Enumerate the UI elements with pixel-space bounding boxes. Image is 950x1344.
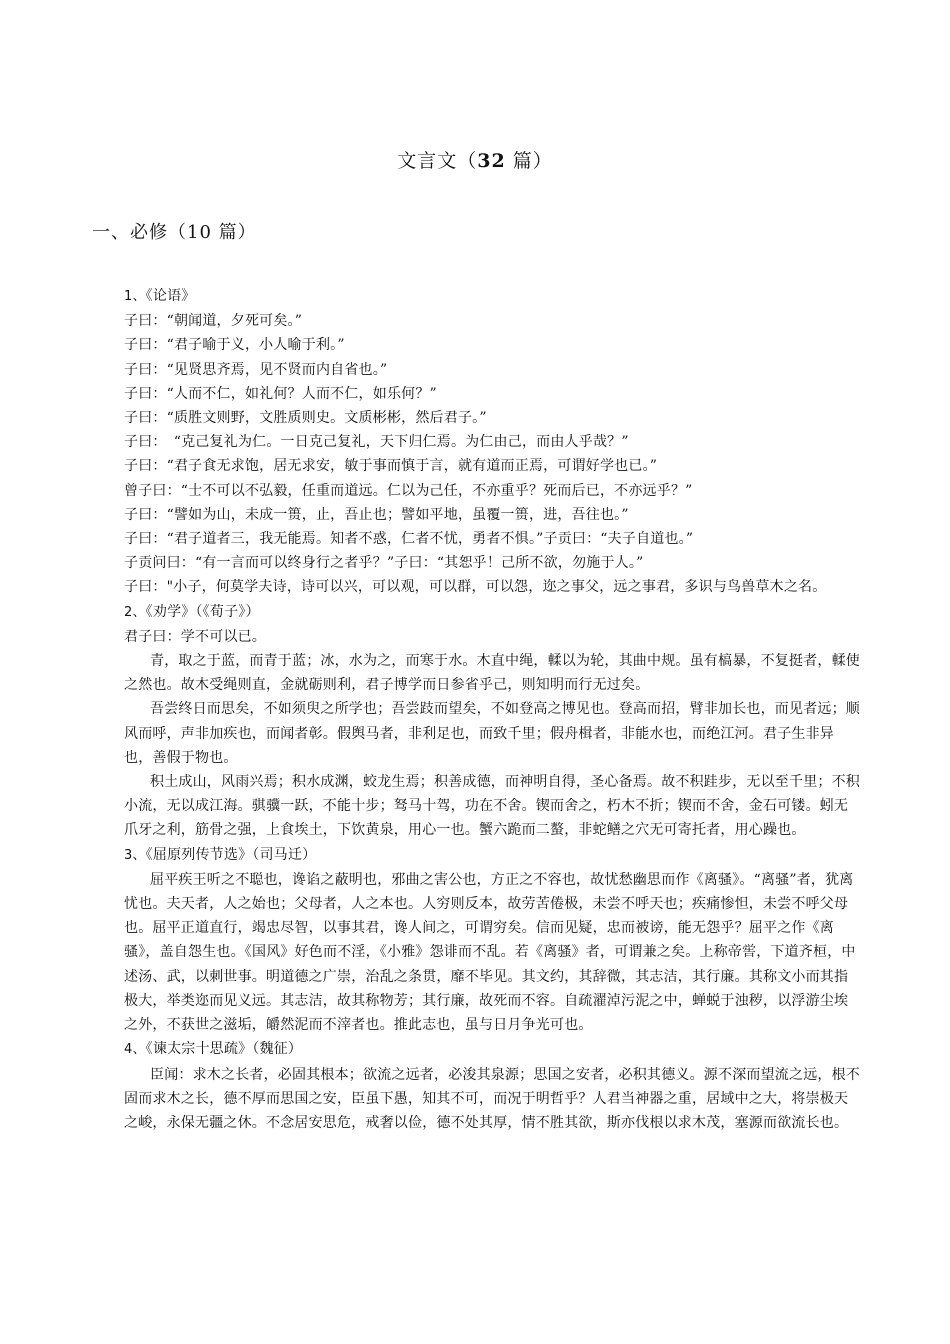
text-paragraph: 臣闻：求木之长者，必固其根本；欲流之远者，必浚其泉源；思国之安者，必积其德义。源不深而望流之远，根不固而求木之长，德不厚而思国之安，臣虽下愚，知其不可，而况于明哲乎？人君当神器之重，居域中之大，将崇极天之峻，永保无疆之休。不念居安思危，戒奢以俭，德不处其厚，情不胜其欲，斯亦伐根以求木茂，塞源而欲流长也。: [124, 1066, 860, 1131]
text-line: 君子曰：学不可以已。: [124, 628, 266, 645]
text-line: 子曰：“君子喻于义，小人喻于利。”: [124, 337, 345, 354]
item-source: 《谏太宗十思疏》（魏征）: [145, 1041, 303, 1058]
item-source: 《劝学》（《荀子》）: [145, 603, 260, 620]
page-title: [0, 146, 950, 173]
item-heading-quanxue: [124, 600, 862, 625]
text-line: 子曰：“人而不仁，如礼何？人而不仁，如乐何？”: [124, 385, 437, 402]
item-heading-lunyu: [124, 284, 862, 309]
text-line: 子曰：“君子道者三，我无能焉。知者不惑，仁者不忧，勇者不惧。”子贡曰：“夫子自道也。”: [124, 531, 694, 548]
text-paragraph: 青，取之于蓝，而青于蓝；冰，水为之，而寒于水。木直中绳，輮以为轮，其曲中规。虽有槁暴，不复挺者，輮使之然也。故木受绳则直，金就砺则利，君子博学而日参省乎己，则知明而行无过矣。: [124, 653, 860, 694]
item-heading-jiantaizong: [124, 1037, 862, 1062]
text-line: 子曰：“质胜文则野，文胜质则史。文质彬彬，然后君子。”: [124, 410, 487, 427]
text-line: 子曰：“君子食无求饱，居无求安，敏于事而慎于言，就有道而正焉，可谓好学也已。”: [124, 458, 658, 475]
title-number: 32: [477, 150, 506, 172]
text-paragraph: 吾尝终日而思矣，不如须臾之所学也；吾尝跂而望矣，不如登高之博见也。登高而招，臂非加长也，而见者远；顺风而呼，声非加疾也，而闻者彰。假舆马者，非利足也，而致千里；假舟楫者，非能水也，而绝江河。君子生非异也，善假于物也。: [124, 701, 860, 766]
item-number: 3、: [124, 847, 146, 863]
title-end: 篇）: [505, 150, 553, 172]
item-source: 《论语》: [145, 288, 196, 304]
text-line: 子贡问曰：“有一言而可以终身行之者乎？”子曰：“其恕乎！己所不欲，勿施于人。”: [124, 555, 644, 572]
document-body: [124, 284, 862, 1135]
title-text: 文言文（: [397, 150, 478, 172]
section-heading: 一、必修（10 篇）: [92, 222, 257, 243]
text-line: 子曰：“譬如为山，未成一篑，止，吾止也；譬如平地，虽覆一篑，进，吾往也。”: [124, 506, 629, 523]
text-paragraph: 积土成山，风雨兴焉；积水成渊，蛟龙生焉；积善成德，而神明自得，圣心备焉。故不积跬步，无以至千里；不积小流，无以成江海。骐骥一跃，不能十步；驽马十驾，功在不舍。锲而舍之，朽木不折；锲而不舍，金石可镂。蚓无爪牙之利，筋骨之强，上食埃土，下饮黄泉，用心一也。蟹六跪而二螯，非蛇鳝之穴无可寄托者，用心躁也。: [124, 774, 860, 839]
text-line: 曾子曰：“士不可以不弘毅，任重而道远。仁以为己任，不亦重乎？死而后已，不亦远乎？”: [124, 482, 693, 499]
item-source: 《屈原列传节选》（司马迁）: [145, 846, 317, 863]
item-heading-quyuan: [124, 843, 862, 868]
text-line: 子曰：“朝闻道，夕死可矣。”: [124, 313, 303, 330]
text-line: 子曰： “克己复礼为仁。一日克己复礼，天下归仁焉。为仁由己，而由人乎哉？”: [124, 434, 629, 451]
text-paragraph: 屈平疾王听之不聪也，谗谄之蔽明也，邪曲之害公也，方正之不容也，故忧愁幽思而作《离骚》。“离骚”者，犹离忧也。夫天者，人之始也；父母者，人之本也。人穷则反本，故劳苦倦极，未尝不呼天也；疾痛惨怛，未尝不呼父母也。屈平正道直行，竭忠尽智，以事其君，谗人间之，可谓穷矣。信而见疑，忠而被谤，能无怨乎？屈平之作《离骚》，盖自怨生也。《国风》好色而不淫，《小雅》怨诽而不乱。若《离骚》者，可谓兼之矣。上称帝喾，下道齐桓，中述汤、武，以刺世事。明道德之广崇，治乱之条贯，靡不毕见。其文约，其辞微，其志洁，其行廉。其称文小而其指极大，举类迩而见义远。其志洁，故其称物芳；其行廉，故死而不容。自疏濯淖污泥之中，蝉蜕于浊秽，以浮游尘埃之外，不获世之滋垢，皭然泥而不滓者也。推此志也，虽与日月争光可也。: [124, 871, 856, 1034]
text-paragraph: 子曰："小子，何莫学夫诗，诗可以兴，可以观，可以群，可以怨，迩之事父，远之事君，多识与鸟兽草木之名。: [124, 579, 827, 596]
item-number: 1、: [124, 289, 146, 304]
text-line: 子曰：“见贤思齐焉，见不贤而内自省也。”: [124, 361, 388, 378]
item-number: 4、: [124, 1042, 146, 1058]
item-number: 2、: [124, 604, 146, 620]
